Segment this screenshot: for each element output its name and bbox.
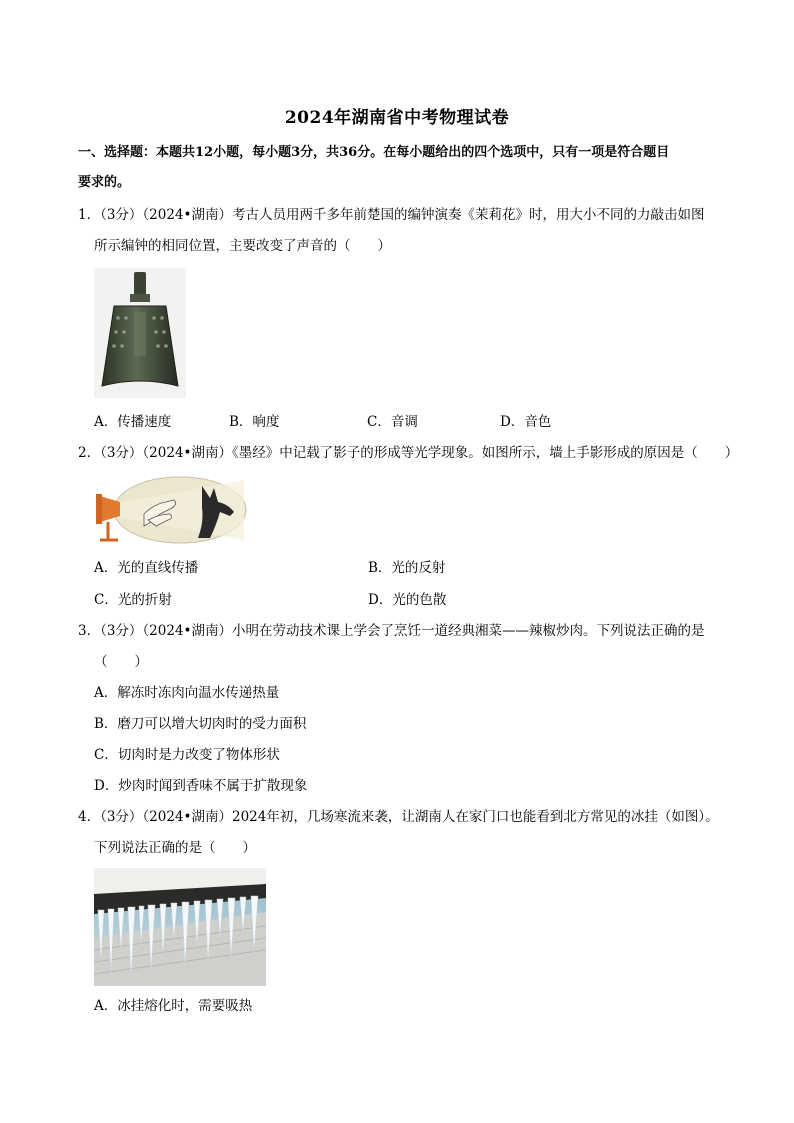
question-1-line1: 1．（3分）（2024•湖南）考古人员用两千多年前楚国的编钟演奏《茉莉花》时，用大小不同的力敲击如图 — [78, 207, 705, 223]
question-1-line2: 所示编钟的相同位置，主要改变了声音的（ ） — [94, 238, 391, 254]
question-2-option-c: C．光的折射 — [94, 592, 172, 608]
question-1-option-a: A．传播速度 — [94, 414, 172, 430]
question-2-option-a: A．光的直线传播 — [94, 560, 199, 576]
question-1-option-c: C．音调 — [367, 414, 418, 430]
question-3-option-d: D．炒肉时闻到香味不属于扩散现象 — [94, 778, 308, 794]
question-2-line1: 2．（3分）（2024•湖南）《墨经》中记载了影子的形成等光学现象。如图所示，墙上手影形成的原因是（ ） — [78, 445, 739, 461]
question-4-line2: 下列说法正确的是（ ） — [94, 840, 256, 856]
question-3-option-c: C．切肉时是力改变了物体形状 — [94, 747, 280, 763]
question-2-option-d: D．光的色散 — [368, 592, 447, 608]
question-1-option-d: D．音色 — [500, 414, 552, 430]
section-heading-line1: 一、选择题：本题共12小题，每小题3分，共36分。在每小题给出的四个选项中，只有一项是符合题目 — [78, 145, 670, 160]
question-3-line2: （ ） — [94, 654, 148, 670]
section-heading-line2: 要求的。 — [78, 175, 131, 190]
question-3-line1: 3．（3分）（2024•湖南）小明在劳动技术课上学会了烹饪一道经典湘菜——辣椒炒肉。下列说法正确的是 — [78, 623, 705, 639]
hand-shadow-image — [94, 474, 249, 546]
question-1-option-b: B．响度 — [229, 414, 280, 430]
question-4-line1: 4．（3分）（2024•湖南）2024年初，几场寒流来袭，让湖南人在家门口也能看到北方常见的冰挂（如图）。 — [78, 809, 719, 825]
page-title: 2024年湖南省中考物理试卷 — [284, 108, 510, 128]
question-4-option-a: A．冰挂熔化时，需要吸热 — [94, 998, 253, 1014]
question-3-option-b: B．磨刀可以增大切肉时的受力面积 — [94, 716, 307, 732]
bronze-bell-image — [94, 268, 186, 398]
section-heading — [78, 138, 738, 198]
icicles-image — [94, 868, 266, 986]
question-3-option-a: A．解冻时冻肉向温水传递热量 — [94, 685, 280, 701]
question-2-option-b: B．光的反射 — [368, 560, 446, 576]
